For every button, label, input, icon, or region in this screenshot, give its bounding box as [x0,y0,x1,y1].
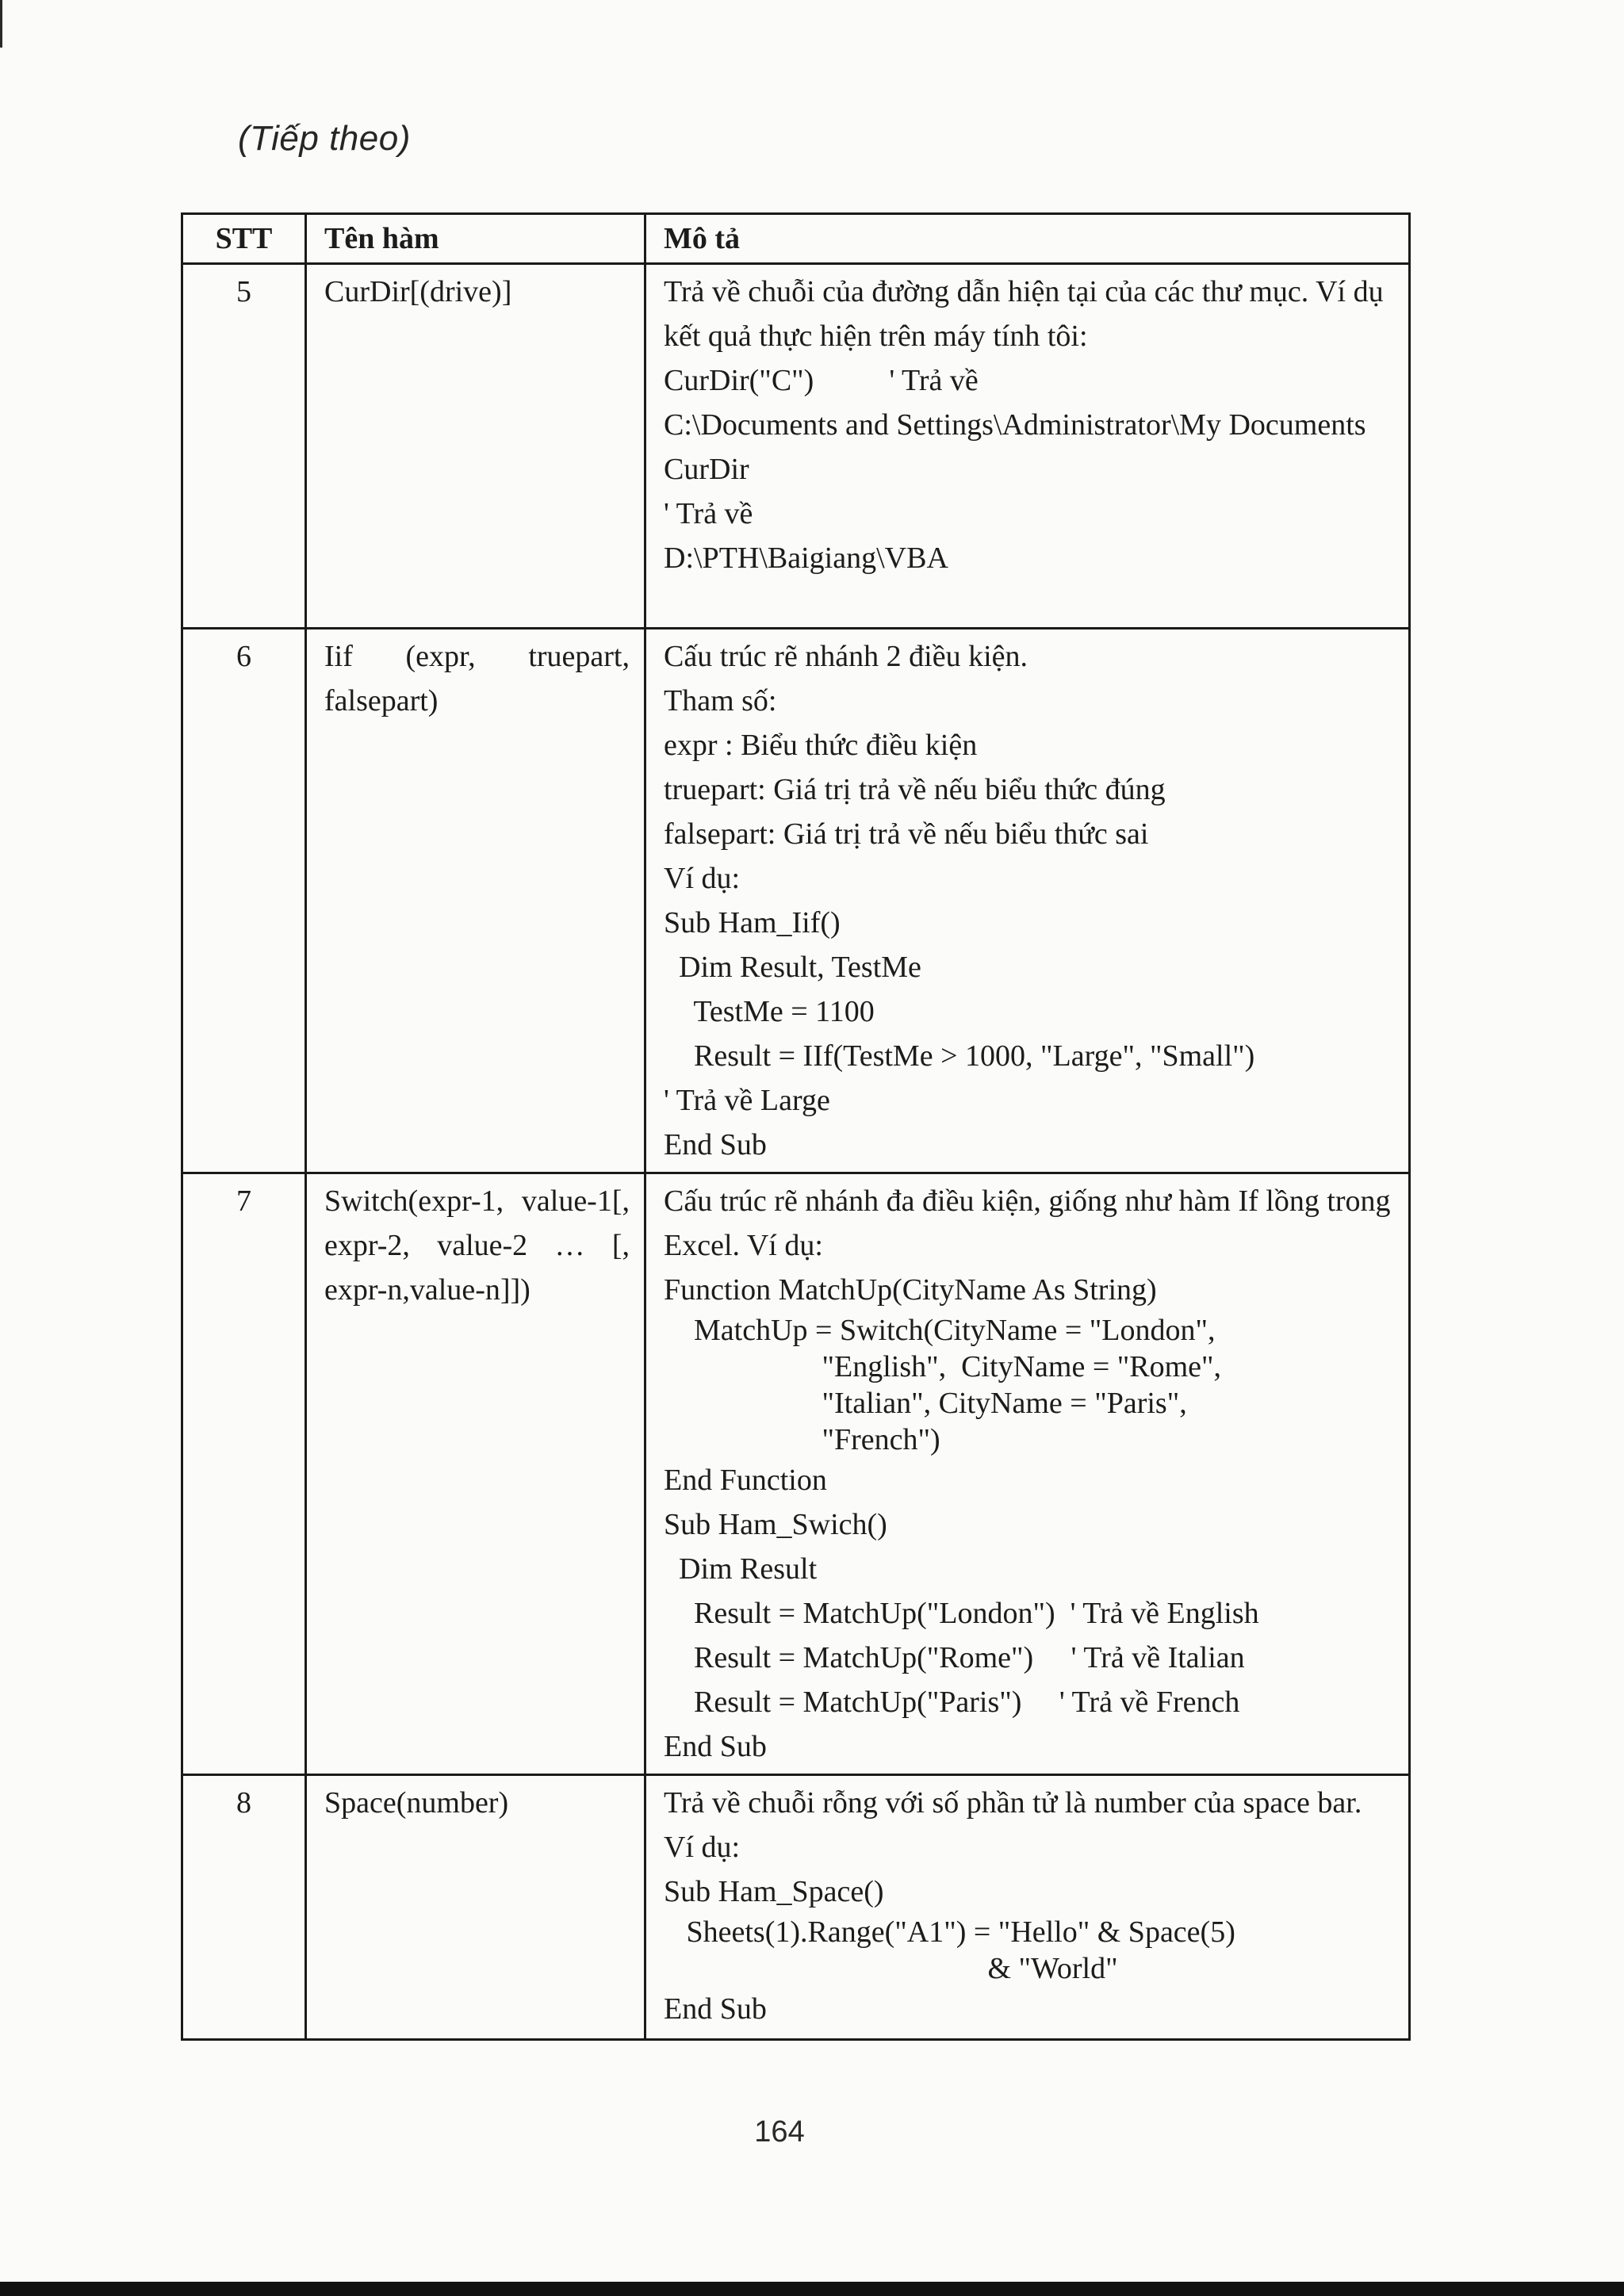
header-function-name: Tên hàm [306,214,645,264]
code-line: Function MatchUp(CityName As String) [664,1273,1157,1307]
row-description [645,629,1410,1173]
description-line: Trả về chuỗi của đường dẫn hiện tại của các thư mục. Ví dụ kết quả thực hiện trên máy tính tôi: [664,275,1384,353]
function-table [181,212,1411,2041]
description-line: Trả về chuỗi rỗng với số phần tử là number của space bar. Ví dụ: [664,1786,1362,1864]
code-line: Sheets(1).Range("A1") = "Hello" & Space(5) [664,1915,1235,1949]
description-line: falsepart: Giá trị trả về nếu biểu thức sai [664,817,1149,851]
code-line: End Sub [664,1128,767,1161]
header-description: Mô tả [645,214,1410,264]
row-function-name: Iif (expr, truepart, falsepart) [306,629,645,1173]
header-stt: STT [182,214,306,264]
description-line: truepart: Giá trị trả về nếu biểu thức đúng [664,773,1166,806]
code-line: Dim Result [664,1552,818,1586]
code-line: Result = MatchUp("London") ' Trả về English [664,1597,1259,1630]
code-line: Result = IIf(TestMe > 1000, "Large", "Small") [664,1039,1255,1073]
row-stt: 8 [182,1775,306,2040]
code-line: "English", CityName = "Rome", [664,1350,1222,1383]
table-row [182,1775,1410,2040]
code-line: Result = MatchUp("Rome") ' Trả về Italian [664,1641,1245,1674]
scan-left-edge-mark [0,0,2,48]
description-line: Cấu trúc rẽ nhánh 2 điều kiện. [664,640,1028,673]
description-line: ' Trả về [664,497,753,530]
code-line: Result = MatchUp("Paris") ' Trả về French [664,1686,1240,1719]
code-line: Sub Ham_Iif() [664,906,841,939]
code-line: "Italian", CityName = "Paris", [664,1387,1187,1420]
page-number: 164 [754,2115,805,2149]
code-line: & "World" [664,1952,1118,1985]
row-stt: 6 [182,629,306,1173]
table-row [182,629,1410,1173]
row-description [645,264,1410,629]
code-line: "French") [664,1423,940,1456]
code-line: ' Trả về Large [664,1084,830,1117]
row-function-name: Switch(expr-1, value-1[, expr-2, value-2 … [, expr-n,value-n]]) [306,1173,645,1775]
row-stt: 5 [182,264,306,629]
description-line: CurDir [664,453,749,486]
code-line: Dim Result, TestMe [664,951,921,984]
code-line: End Sub [664,1992,767,2026]
code-line: Sub Ham_Swich() [664,1508,887,1541]
table-row [182,264,1410,629]
description-line: expr : Biểu thức điều kiện [664,729,978,762]
scan-bottom-edge [0,2282,1624,2296]
code-line: End Sub [664,1730,767,1763]
code-line: Sub Ham_Space() [664,1875,884,1908]
code-line: End Function [664,1464,827,1497]
description-line: Ví dụ: [664,862,741,895]
description-line: C:\Documents and Settings\Administrator\My Documents [664,408,1366,442]
table-row [182,1173,1410,1775]
table-header-row [182,214,1410,264]
code-line: MatchUp = Switch(CityName = "London", [664,1314,1216,1347]
row-stt: 7 [182,1173,306,1775]
description-line: CurDir("C") ' Trả về [664,364,979,397]
description-line: Cấu trúc rẽ nhánh đa điều kiện, giống như hàm If lồng trong Excel. Ví dụ: [664,1184,1391,1262]
code-line: TestMe = 1100 [664,995,875,1028]
row-function-name: CurDir[(drive)] [306,264,645,629]
description-line: Tham số: [664,684,777,718]
description-line: D:\PTH\Baigiang\VBA [664,541,948,575]
row-description [645,1775,1410,2040]
continued-heading: (Tiếp theo) [238,119,411,158]
row-function-name: Space(number) [306,1775,645,2040]
row-description [645,1173,1410,1775]
